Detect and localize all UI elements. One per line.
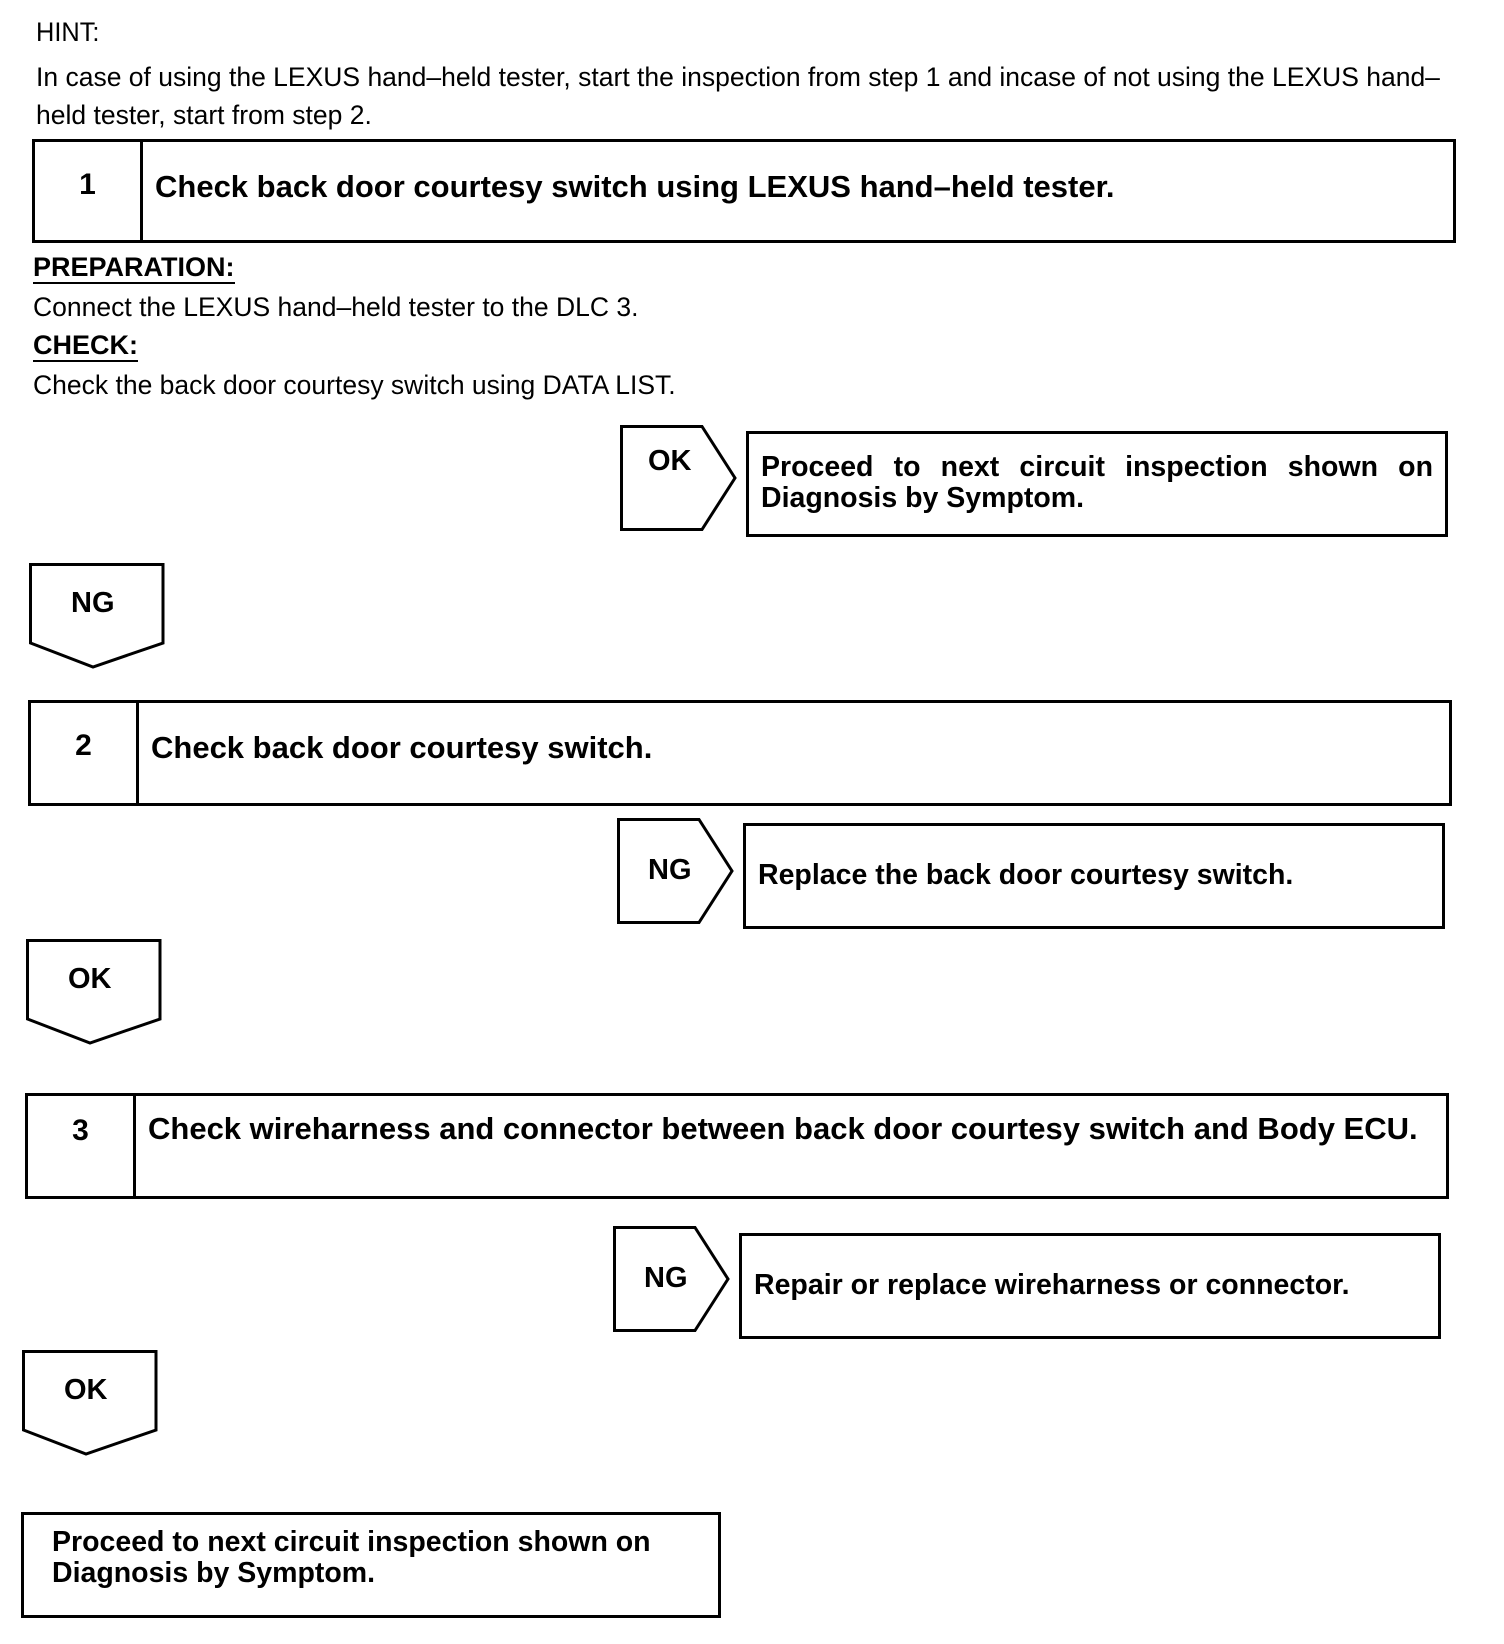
ng-branch-arrow xyxy=(617,818,737,924)
ok-down-arrow xyxy=(22,1350,158,1456)
ng-branch-arrow xyxy=(613,1226,733,1332)
check-section xyxy=(33,328,138,362)
right-arrow-icon xyxy=(620,425,740,531)
result-text: Proceed to next circuit inspection shown on Diagnosis by Symptom. xyxy=(761,451,1433,514)
result-text: Replace the back door courtesy switch. xyxy=(758,859,1294,891)
hint-text: In case of using the LEXUS hand–held tester, start the inspection from step 1 and incase of not using the LEXUS hand–held tester, start from step 2. xyxy=(36,62,1440,130)
ok-down-arrow xyxy=(26,939,162,1045)
branch-label: OK xyxy=(64,1374,108,1406)
ok-result-box xyxy=(746,431,1448,537)
step-3-box xyxy=(25,1093,1449,1199)
preparation-section xyxy=(33,250,235,284)
step-number: 1 xyxy=(35,142,143,240)
branch-label: NG xyxy=(648,854,692,886)
result-text: Proceed to next circuit inspection shown on Diagnosis by Symptom. xyxy=(52,1526,651,1589)
ok-branch-arrow xyxy=(620,425,740,531)
step-2-box xyxy=(28,700,1452,806)
check-text: Check the back door courtesy switch using DATA LIST. xyxy=(33,370,676,400)
branch-label: NG xyxy=(71,587,115,619)
ng-result-box xyxy=(739,1233,1441,1339)
preparation-text: Connect the LEXUS hand–held tester to the DLC 3. xyxy=(33,292,639,322)
branch-label: OK xyxy=(68,963,112,995)
result-text: Repair or replace wireharness or connector. xyxy=(754,1269,1350,1301)
final-result-box xyxy=(21,1512,721,1618)
branch-label: NG xyxy=(644,1262,688,1294)
step-title: Check wireharness and connector between back door courtesy switch and Body ECU. xyxy=(148,1111,1418,1146)
step-title: Check back door courtesy switch using LEXUS hand–held tester. xyxy=(155,169,1115,204)
ng-down-arrow xyxy=(29,563,165,669)
branch-label: OK xyxy=(648,445,692,477)
preparation-label: PREPARATION: xyxy=(33,252,235,282)
hint-label: HINT: xyxy=(36,17,100,47)
check-label: CHECK: xyxy=(33,330,138,360)
step-1-box xyxy=(32,139,1456,243)
step-number: 2 xyxy=(31,703,139,803)
step-number: 3 xyxy=(28,1096,136,1196)
step-title: Check back door courtesy switch. xyxy=(151,730,653,765)
ng-result-box xyxy=(743,823,1445,929)
